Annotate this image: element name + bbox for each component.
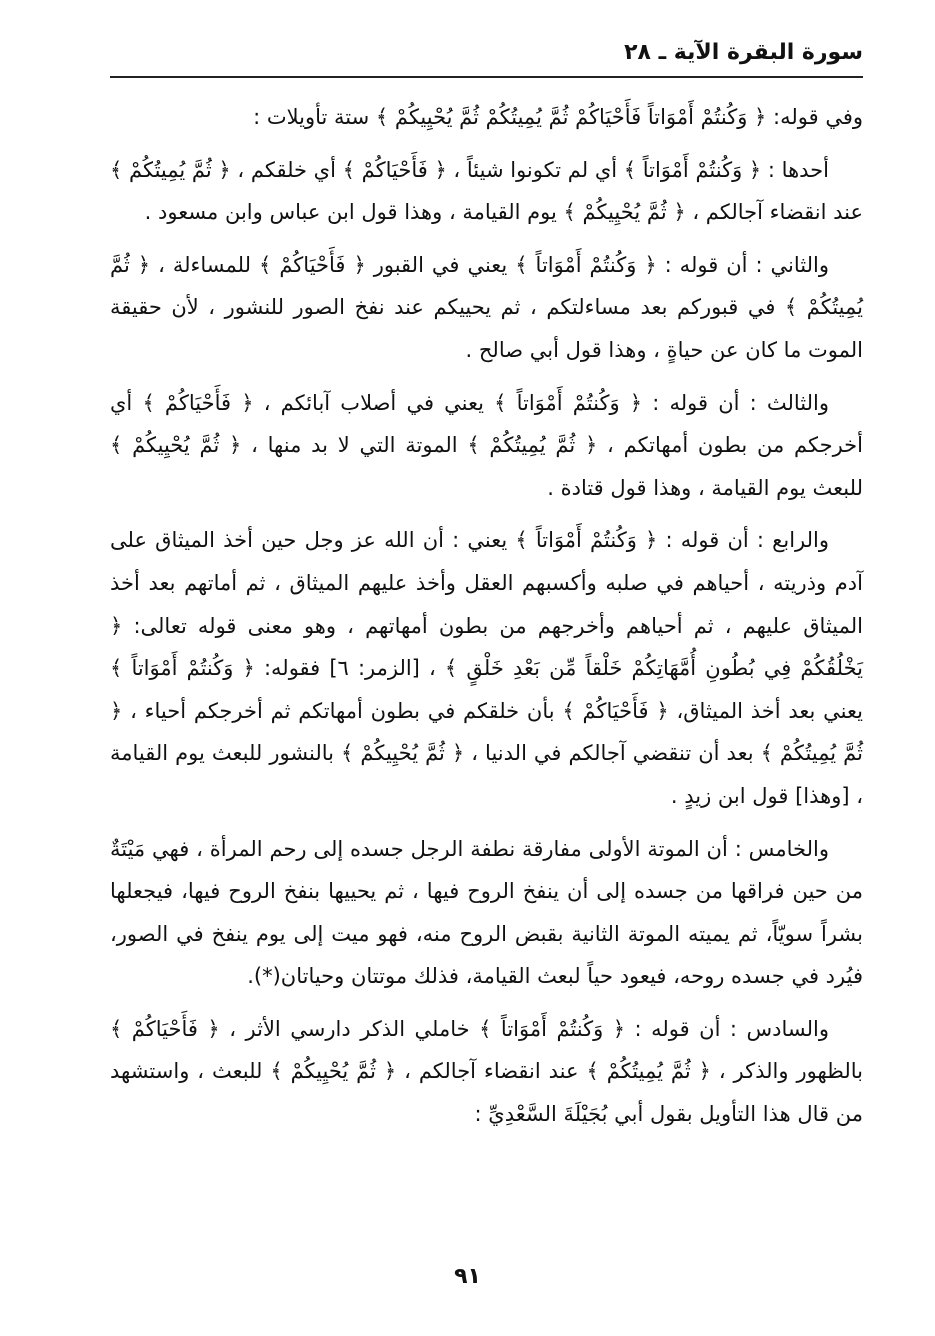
paragraph-first-interpretation: أحدها : ﴿ وَكُنتُمْ أَمْوَاتاً ﴾ أي لم تكونوا شيئاً ، ﴿ فَأَحْيَاكُمْ ﴾ أي خلقكم ، ﴿ ثُمَّ يُمِيتُكُمْ ﴾ عند انقضاء آجالكم ، ﴿ ثُمَّ يُحْيِيكُمْ ﴾ يوم القيامة ، وهذا قول ابن عباس وابن مسعود . — [110, 157, 863, 225]
header-title: سورة البقرة الآية ـ ٢٨ — [624, 40, 863, 65]
paragraph-fifth-interpretation: والخامس : أن الموتة الأولى مفارقة نطفة الرجل جسده إلى رحم المرأة ، فهي مَيْتَةٌ من حين فراقها من جسده إلى أن ينفخ الروح فيها ، ثم يحييها بنفخ الروح فيها، فيجعلها بشراً سويّاً، ثم يميته الموتة الثانية بقبض الروح منه، فهو ميت إلى يوم ينفخ في الصور، فيُرد في جسده روحه، فيعود حياً لبعث القيامة، فذلك موتتان وحياتان(*). — [110, 836, 863, 989]
paragraph-intro: وفي قوله: ﴿ وَكُنتُمْ أَمْوَاتاً فَأَحْيَاكُمْ ثُمَّ يُمِيتُكُمْ ثُمَّ يُحْيِيكُمْ ﴾ ستة تأويلات : — [253, 105, 863, 129]
running-header — [110, 38, 863, 78]
header-rule — [110, 76, 863, 78]
body-text — [110, 96, 863, 1146]
paragraph-third-interpretation: والثالث : أن قوله : ﴿ وَكُنتُمْ أَمْوَاتاً ﴾ يعني في أصلاب آبائكم ، ﴿ فَأَحْيَاكُمْ ﴾ أي أخرجكم من بطون أمهاتكم ، ﴿ ثُمَّ يُمِيتُكُمْ ﴾ الموتة التي لا بد منها ، ﴿ ثُمَّ يُحْيِيكُمْ ﴾ للبعث يوم القيامة ، وهذا قول قتادة . — [110, 390, 863, 500]
paragraph-sixth-interpretation: والسادس : أن قوله : ﴿ وَكُنتُمْ أَمْوَاتاً ﴾ خاملي الذكر دارسي الأثر ، ﴿ فَأَحْيَاكُمْ ﴾ بالظهور والذكر ، ﴿ ثُمَّ يُمِيتُكُمْ ﴾ عند انقضاء آجالكم ، ﴿ ثُمَّ يُحْيِيكُمْ ﴾ للبعث ، واستشهد من قال هذا التأويل بقول أبي بُجَيْلَةَ السَّعْدِيِّ : — [110, 1016, 863, 1127]
paragraph-second-interpretation: والثاني : أن قوله : ﴿ وَكُنتُمْ أَمْوَاتاً ﴾ يعني في القبور ﴿ فَأَحْيَاكُمْ ﴾ للمساءلة ، ﴿ ثُمَّ يُمِيتُكُمْ ﴾ في قبوركم بعد مساءلتكم ، ثم يحييكم عند نفخ الصور للنشور ، لأن حقيقة الموت ما كان عن حياةٍ ، وهذا قول أبي صالح . — [110, 252, 863, 362]
paragraph-fourth-interpretation: والرابع : أن قوله : ﴿ وَكُنتُمْ أَمْوَاتاً ﴾ يعني : أن الله عز وجل حين أخذ الميثاق على آدم وذريته ، أحياهم في صلبه وأكسبهم العقل وأخذ عليهم الميثاق ، ثم أماتهم بعد أخذ الميثاق عليهم ، ثم أحياهم وأخرجهم من بطون أمهاتهم ، وهو معنى قوله تعالى: ﴿ يَخْلُقُكُمْ فِي بُطُونِ أُمَّهَاتِكُمْ خَلْقاً مِّن بَعْدِ خَلْقٍ ﴾ ، [الزمر: ٦] فقوله: ﴿ وَكُنتُمْ أَمْوَاتاً ﴾ يعني بعد أخذ الميثاق، ﴿ فَأَحْيَاكُمْ ﴾ بأن خلقكم في بطون أمهاتكم ثم أخرجكم أحياء ، ﴿ ثُمَّ يُمِيتُكُمْ ﴾ بعد أن تنقضي آجالكم في الدنيا ، ﴿ ثُمَّ يُحْيِيكُمْ ﴾ بالنشور للبعث يوم القيامة ، [وهذا] قول ابن زيدٍ . — [110, 528, 863, 808]
page-number: ٩١ — [454, 1264, 481, 1289]
